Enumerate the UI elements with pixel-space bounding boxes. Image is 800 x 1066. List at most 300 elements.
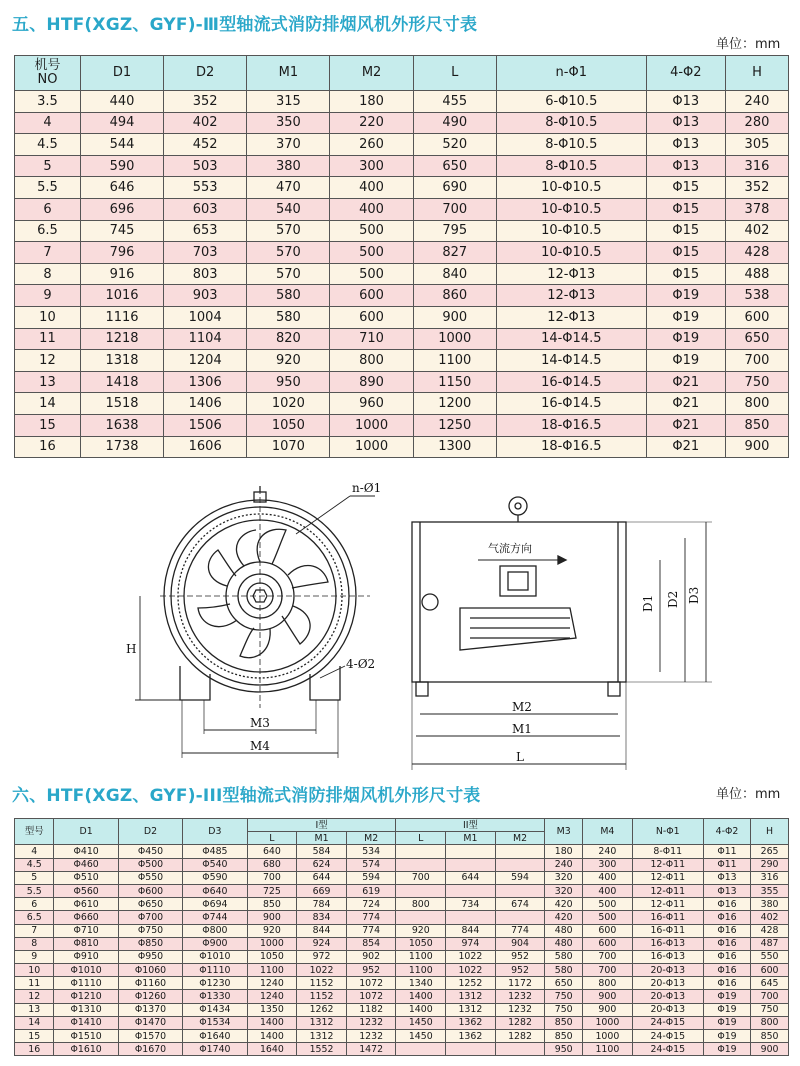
table-cell: 580 xyxy=(545,950,583,963)
table-cell: 1050 xyxy=(396,937,446,950)
table-cell: Φ16 xyxy=(703,950,750,963)
table-htf-iii-dimensions xyxy=(14,55,789,458)
table-cell: 452 xyxy=(164,134,247,156)
d2-label: D2 xyxy=(666,590,680,608)
table-cell: 834 xyxy=(297,911,347,924)
column-header: II型 xyxy=(396,819,545,832)
table-cell: Φ485 xyxy=(183,845,247,858)
table-cell: 3.5 xyxy=(15,91,81,113)
table-cell: 890 xyxy=(330,371,413,393)
table-cell: 1312 xyxy=(446,990,496,1003)
table-cell xyxy=(396,845,446,858)
table-cell: 316 xyxy=(751,871,789,884)
table-cell: 1240 xyxy=(247,977,297,990)
column-header: 4-Φ2 xyxy=(703,819,750,845)
table-cell: 5 xyxy=(15,871,54,884)
table-cell: 1252 xyxy=(446,977,496,990)
table-cell: 700 xyxy=(583,950,633,963)
table-cell: 4.5 xyxy=(15,134,81,156)
table-cell: 669 xyxy=(297,884,347,897)
table-cell xyxy=(396,884,446,897)
table-cell: 500 xyxy=(330,220,413,242)
column-subheader: L xyxy=(247,832,297,845)
table-cell: 750 xyxy=(751,1003,789,1016)
four-phi2-label: 4-Ø2 xyxy=(346,657,376,671)
table-cell: 650 xyxy=(725,328,788,350)
table-cell: Φ1470 xyxy=(118,1016,182,1029)
table-cell: 1282 xyxy=(495,1030,545,1043)
table-htf-iii-type-dimensions xyxy=(14,818,789,1056)
table-cell: 1318 xyxy=(80,350,163,372)
table-cell: 1306 xyxy=(164,371,247,393)
table-cell: 724 xyxy=(346,898,396,911)
table-cell: Φ1210 xyxy=(54,990,118,1003)
table-cell: 900 xyxy=(583,990,633,1003)
table-cell: Φ19 xyxy=(646,285,725,307)
table-cell: 827 xyxy=(413,242,496,264)
n-phi1-label: n-Ø1 xyxy=(352,481,382,495)
table-cell: 1000 xyxy=(247,937,297,950)
table-cell: 1152 xyxy=(297,977,347,990)
table-cell: 18-Φ16.5 xyxy=(496,436,646,458)
table-cell: 4 xyxy=(15,112,81,134)
table-cell: 8-Φ10.5 xyxy=(496,134,646,156)
table-cell: 503 xyxy=(164,155,247,177)
table-cell: 240 xyxy=(583,845,633,858)
table-cell: Φ16 xyxy=(703,964,750,977)
table-cell: 1418 xyxy=(80,371,163,393)
table-cell: 750 xyxy=(545,990,583,1003)
table-cell: Φ1510 xyxy=(54,1030,118,1043)
table-row xyxy=(15,220,789,242)
table-row xyxy=(15,112,789,134)
table-cell: 10-Φ10.5 xyxy=(496,220,646,242)
table-cell: 600 xyxy=(330,285,413,307)
l-label: L xyxy=(516,750,524,764)
table-cell: 260 xyxy=(330,134,413,156)
table-cell: 1022 xyxy=(297,964,347,977)
column-subheader: M2 xyxy=(495,832,545,845)
column-header: M1 xyxy=(247,56,330,91)
table-cell: 900 xyxy=(413,306,496,328)
table-cell: 1100 xyxy=(413,350,496,372)
table-cell: 380 xyxy=(247,155,330,177)
table-cell: Φ19 xyxy=(703,1016,750,1029)
table-cell: 11 xyxy=(15,328,81,350)
fan-dimension-drawing xyxy=(100,478,740,783)
table-cell: Φ13 xyxy=(646,134,725,156)
table-cell: 800 xyxy=(751,1016,789,1029)
table-cell: 674 xyxy=(495,898,545,911)
table-cell: 1116 xyxy=(80,306,163,328)
table-cell: 1400 xyxy=(396,1003,446,1016)
table-cell: Φ910 xyxy=(54,950,118,963)
table-cell: Φ19 xyxy=(703,1043,750,1056)
table-cell xyxy=(495,911,545,924)
table-cell: Φ13 xyxy=(646,112,725,134)
table-cell: 553 xyxy=(164,177,247,199)
table-cell: 960 xyxy=(330,393,413,415)
table-cell: 603 xyxy=(164,198,247,220)
table-cell: Φ1570 xyxy=(118,1030,182,1043)
table-cell: 352 xyxy=(725,177,788,199)
table-cell: 1518 xyxy=(80,393,163,415)
impeller-blades xyxy=(198,529,328,657)
table-cell: Φ21 xyxy=(646,393,725,415)
table-cell: Φ1110 xyxy=(54,977,118,990)
table-cell: Φ13 xyxy=(703,884,750,897)
table-cell: 574 xyxy=(346,858,396,871)
table-cell: 24-Φ15 xyxy=(632,1030,703,1043)
table-cell: Φ19 xyxy=(703,1003,750,1016)
table-row xyxy=(15,328,789,350)
column-header: 4-Φ2 xyxy=(646,56,725,91)
d1-label: D1 xyxy=(641,594,655,612)
column-header: M3 xyxy=(545,819,583,845)
table-cell: 1638 xyxy=(80,414,163,436)
table-cell: 1050 xyxy=(247,950,297,963)
table-cell: 700 xyxy=(396,871,446,884)
table-cell: 734 xyxy=(446,898,496,911)
table-cell: 24-Φ15 xyxy=(632,1043,703,1056)
table-cell: 428 xyxy=(725,242,788,264)
d3-label: D3 xyxy=(687,586,701,604)
m3-label: M3 xyxy=(250,716,270,730)
table-row xyxy=(15,964,789,977)
table-cell: 900 xyxy=(247,911,297,924)
table-cell: Φ19 xyxy=(703,1030,750,1043)
table-cell: Φ15 xyxy=(646,177,725,199)
table-cell: 696 xyxy=(80,198,163,220)
table-cell xyxy=(396,1043,446,1056)
section5-unit: 单位：mm xyxy=(716,37,781,52)
column-header: D2 xyxy=(118,819,182,845)
table-row xyxy=(15,306,789,328)
table-cell: 16 xyxy=(15,1043,54,1056)
table-cell: 5 xyxy=(15,155,81,177)
table-cell: 844 xyxy=(297,924,347,937)
table-cell: 1000 xyxy=(330,414,413,436)
table-cell: 700 xyxy=(583,964,633,977)
table-cell: 1362 xyxy=(446,1030,496,1043)
table-cell: 12 xyxy=(15,350,81,372)
table-cell: 1400 xyxy=(247,1016,297,1029)
table-cell: 619 xyxy=(346,884,396,897)
table-cell xyxy=(396,911,446,924)
table-cell: 850 xyxy=(751,1030,789,1043)
column-subheader: M2 xyxy=(346,832,396,845)
table-cell: 903 xyxy=(164,285,247,307)
table-cell: Φ1260 xyxy=(118,990,182,1003)
table-cell: 20-Φ13 xyxy=(632,964,703,977)
table-cell: 745 xyxy=(80,220,163,242)
table-row xyxy=(15,871,789,884)
table-cell: 1070 xyxy=(247,436,330,458)
table-cell: Φ16 xyxy=(703,924,750,937)
table-cell: 1182 xyxy=(346,1003,396,1016)
table-cell: 16-Φ11 xyxy=(632,911,703,924)
table-cell: 420 xyxy=(545,898,583,911)
table-cell: 402 xyxy=(164,112,247,134)
table-cell: 900 xyxy=(751,1043,789,1056)
table-cell: 6-Φ10.5 xyxy=(496,91,646,113)
table-cell: 1204 xyxy=(164,350,247,372)
table-cell: 1150 xyxy=(413,371,496,393)
column-header: D2 xyxy=(164,56,247,91)
table-cell: 534 xyxy=(346,845,396,858)
table-cell: 1350 xyxy=(247,1003,297,1016)
table-cell: 487 xyxy=(751,937,789,950)
table-row xyxy=(15,1043,789,1056)
table-cell: 20-Φ13 xyxy=(632,977,703,990)
table-cell: 900 xyxy=(583,1003,633,1016)
table-cell: 920 xyxy=(247,924,297,937)
table-cell: 11 xyxy=(15,977,54,990)
table-cell: 1100 xyxy=(396,950,446,963)
table-cell: Φ590 xyxy=(183,871,247,884)
table-cell: Φ460 xyxy=(54,858,118,871)
table-cell: 9 xyxy=(15,285,81,307)
table-cell: 646 xyxy=(80,177,163,199)
table-cell: 690 xyxy=(413,177,496,199)
table-cell: 1400 xyxy=(247,1030,297,1043)
table-cell: 400 xyxy=(330,198,413,220)
table-cell: 916 xyxy=(80,263,163,285)
table-cell: 624 xyxy=(297,858,347,871)
table-cell: 902 xyxy=(346,950,396,963)
column-header: 机号 NO xyxy=(15,56,81,91)
table-cell: 7 xyxy=(15,924,54,937)
table-cell: 550 xyxy=(751,950,789,963)
table-cell: Φ1060 xyxy=(118,964,182,977)
column-header: M2 xyxy=(330,56,413,91)
table-cell: Φ550 xyxy=(118,871,182,884)
table-cell: 16-Φ13 xyxy=(632,950,703,963)
table-row xyxy=(15,177,789,199)
table-cell: 12-Φ13 xyxy=(496,306,646,328)
table-row xyxy=(15,898,789,911)
table-cell: 265 xyxy=(751,845,789,858)
table-cell: 820 xyxy=(247,328,330,350)
table-cell: 840 xyxy=(413,263,496,285)
table-cell: 320 xyxy=(545,884,583,897)
column-header: L xyxy=(413,56,496,91)
table-cell: Φ16 xyxy=(703,898,750,911)
table-cell: 14-Φ14.5 xyxy=(496,328,646,350)
table-cell: 305 xyxy=(725,134,788,156)
table-cell: 380 xyxy=(751,898,789,911)
table-cell: 6.5 xyxy=(15,220,81,242)
table-cell xyxy=(446,884,496,897)
table-cell: 488 xyxy=(725,263,788,285)
column-header: I型 xyxy=(247,819,396,832)
table-cell: 12-Φ11 xyxy=(632,858,703,871)
table-cell: 10 xyxy=(15,964,54,977)
table-cell: Φ1670 xyxy=(118,1043,182,1056)
table-cell: 500 xyxy=(583,911,633,924)
table-cell: 350 xyxy=(247,112,330,134)
table-cell: 315 xyxy=(247,91,330,113)
table-cell: 1738 xyxy=(80,436,163,458)
table-row xyxy=(15,884,789,897)
table-cell: 700 xyxy=(247,871,297,884)
table-cell: 580 xyxy=(545,964,583,977)
table-cell xyxy=(446,1043,496,1056)
table-cell: 854 xyxy=(346,937,396,950)
table-cell: 402 xyxy=(725,220,788,242)
table-cell: 1172 xyxy=(495,977,545,990)
table-cell xyxy=(495,845,545,858)
table-cell: 240 xyxy=(725,91,788,113)
table-cell: 1232 xyxy=(495,1003,545,1016)
table-cell: Φ1010 xyxy=(54,964,118,977)
table-row xyxy=(15,937,789,950)
table-cell: Φ850 xyxy=(118,937,182,950)
table-cell: Φ640 xyxy=(183,884,247,897)
table-cell: 12-Φ11 xyxy=(632,898,703,911)
table-cell: 14 xyxy=(15,393,81,415)
table-cell xyxy=(495,1043,545,1056)
table-cell: 700 xyxy=(725,350,788,372)
table-cell: 950 xyxy=(247,371,330,393)
table-cell: 800 xyxy=(725,393,788,415)
column-subheader: L xyxy=(396,832,446,845)
table-cell xyxy=(495,858,545,871)
table-cell: Φ810 xyxy=(54,937,118,950)
column-header: D1 xyxy=(54,819,118,845)
table-row xyxy=(15,198,789,220)
table-cell: 180 xyxy=(330,91,413,113)
table-cell: 1312 xyxy=(297,1016,347,1029)
table-row xyxy=(15,371,789,393)
table-cell: Φ694 xyxy=(183,898,247,911)
table-cell: Φ1740 xyxy=(183,1043,247,1056)
table-cell: 8 xyxy=(15,263,81,285)
table-cell: 370 xyxy=(247,134,330,156)
table-cell: Φ500 xyxy=(118,858,182,871)
table-cell: Φ16 xyxy=(703,937,750,950)
table-row xyxy=(15,911,789,924)
table-cell: 316 xyxy=(725,155,788,177)
table-cell xyxy=(446,858,496,871)
table-row xyxy=(15,1030,789,1043)
table-cell: 300 xyxy=(330,155,413,177)
table-cell: 8 xyxy=(15,937,54,950)
table-cell: 544 xyxy=(80,134,163,156)
table-cell: 6 xyxy=(15,898,54,911)
m2-label: M2 xyxy=(512,700,532,714)
column-header: D3 xyxy=(183,819,247,845)
table-cell: 1262 xyxy=(297,1003,347,1016)
table-cell: 14-Φ14.5 xyxy=(496,350,646,372)
table-cell: 1282 xyxy=(495,1016,545,1029)
table-cell: 1340 xyxy=(396,977,446,990)
column-header: n-Φ1 xyxy=(496,56,646,91)
table-cell: Φ800 xyxy=(183,924,247,937)
table-cell: 500 xyxy=(583,898,633,911)
table-header-row xyxy=(15,819,789,832)
table-row xyxy=(15,91,789,113)
column-header: 型号 xyxy=(15,819,54,845)
column-header: H xyxy=(725,56,788,91)
m1-label: M1 xyxy=(512,722,532,736)
table-cell: Φ19 xyxy=(646,350,725,372)
table-row xyxy=(15,977,789,990)
table-cell: 8-Φ10.5 xyxy=(496,155,646,177)
table-cell: 774 xyxy=(346,924,396,937)
table-cell: 352 xyxy=(164,91,247,113)
table-cell: 795 xyxy=(413,220,496,242)
section6-title: 六、HTF(XGZ、GYF)-III型轴流式消防排烟风机外形尺寸表 xyxy=(12,786,481,806)
table-cell: 600 xyxy=(583,924,633,937)
table-cell: 1100 xyxy=(583,1043,633,1056)
table-cell: 520 xyxy=(413,134,496,156)
table-cell: Φ610 xyxy=(54,898,118,911)
table-cell: Φ11 xyxy=(703,858,750,871)
table-cell: Φ1330 xyxy=(183,990,247,1003)
table-cell: 1000 xyxy=(583,1030,633,1043)
table-cell: Φ15 xyxy=(646,263,725,285)
table-cell: Φ19 xyxy=(646,306,725,328)
table-cell: Φ13 xyxy=(646,91,725,113)
table-cell: 600 xyxy=(583,937,633,950)
table-cell: 12-Φ13 xyxy=(496,263,646,285)
table-cell: 18-Φ16.5 xyxy=(496,414,646,436)
table-cell: 703 xyxy=(164,242,247,264)
table-cell: 600 xyxy=(330,306,413,328)
table-cell: 12 xyxy=(15,990,54,1003)
table-cell: 1100 xyxy=(396,964,446,977)
table-cell: 774 xyxy=(346,911,396,924)
table-cell: 570 xyxy=(247,220,330,242)
column-subheader: M1 xyxy=(297,832,347,845)
table-cell: 8-Φ11 xyxy=(632,845,703,858)
table-cell: 538 xyxy=(725,285,788,307)
table-cell: 974 xyxy=(446,937,496,950)
table-cell: Φ1410 xyxy=(54,1016,118,1029)
table-cell: 290 xyxy=(751,858,789,871)
table-cell: 1200 xyxy=(413,393,496,415)
table-cell: 6 xyxy=(15,198,81,220)
table-cell: Φ650 xyxy=(118,898,182,911)
m4-label: M4 xyxy=(250,739,270,753)
table-cell: 1020 xyxy=(247,393,330,415)
table-cell: Φ540 xyxy=(183,858,247,871)
table-cell: 9 xyxy=(15,950,54,963)
table-cell: 440 xyxy=(80,91,163,113)
table-row xyxy=(15,242,789,264)
table-cell: Φ710 xyxy=(54,924,118,937)
table-row xyxy=(15,858,789,871)
table-cell: 803 xyxy=(164,263,247,285)
table-cell: 580 xyxy=(247,306,330,328)
table-cell: 710 xyxy=(330,328,413,350)
table-cell: 20-Φ13 xyxy=(632,1003,703,1016)
table-cell: 750 xyxy=(725,371,788,393)
table-cell: 750 xyxy=(545,1003,583,1016)
table-cell: 1072 xyxy=(346,977,396,990)
table-cell: 480 xyxy=(545,937,583,950)
table-cell: 470 xyxy=(247,177,330,199)
table-cell: 5.5 xyxy=(15,177,81,199)
table-cell: 774 xyxy=(495,924,545,937)
table-cell: 1606 xyxy=(164,436,247,458)
table-cell: 904 xyxy=(495,937,545,950)
table-cell: 1022 xyxy=(446,950,496,963)
table-cell: 300 xyxy=(583,858,633,871)
table-cell: Φ1610 xyxy=(54,1043,118,1056)
table-cell: 1016 xyxy=(80,285,163,307)
